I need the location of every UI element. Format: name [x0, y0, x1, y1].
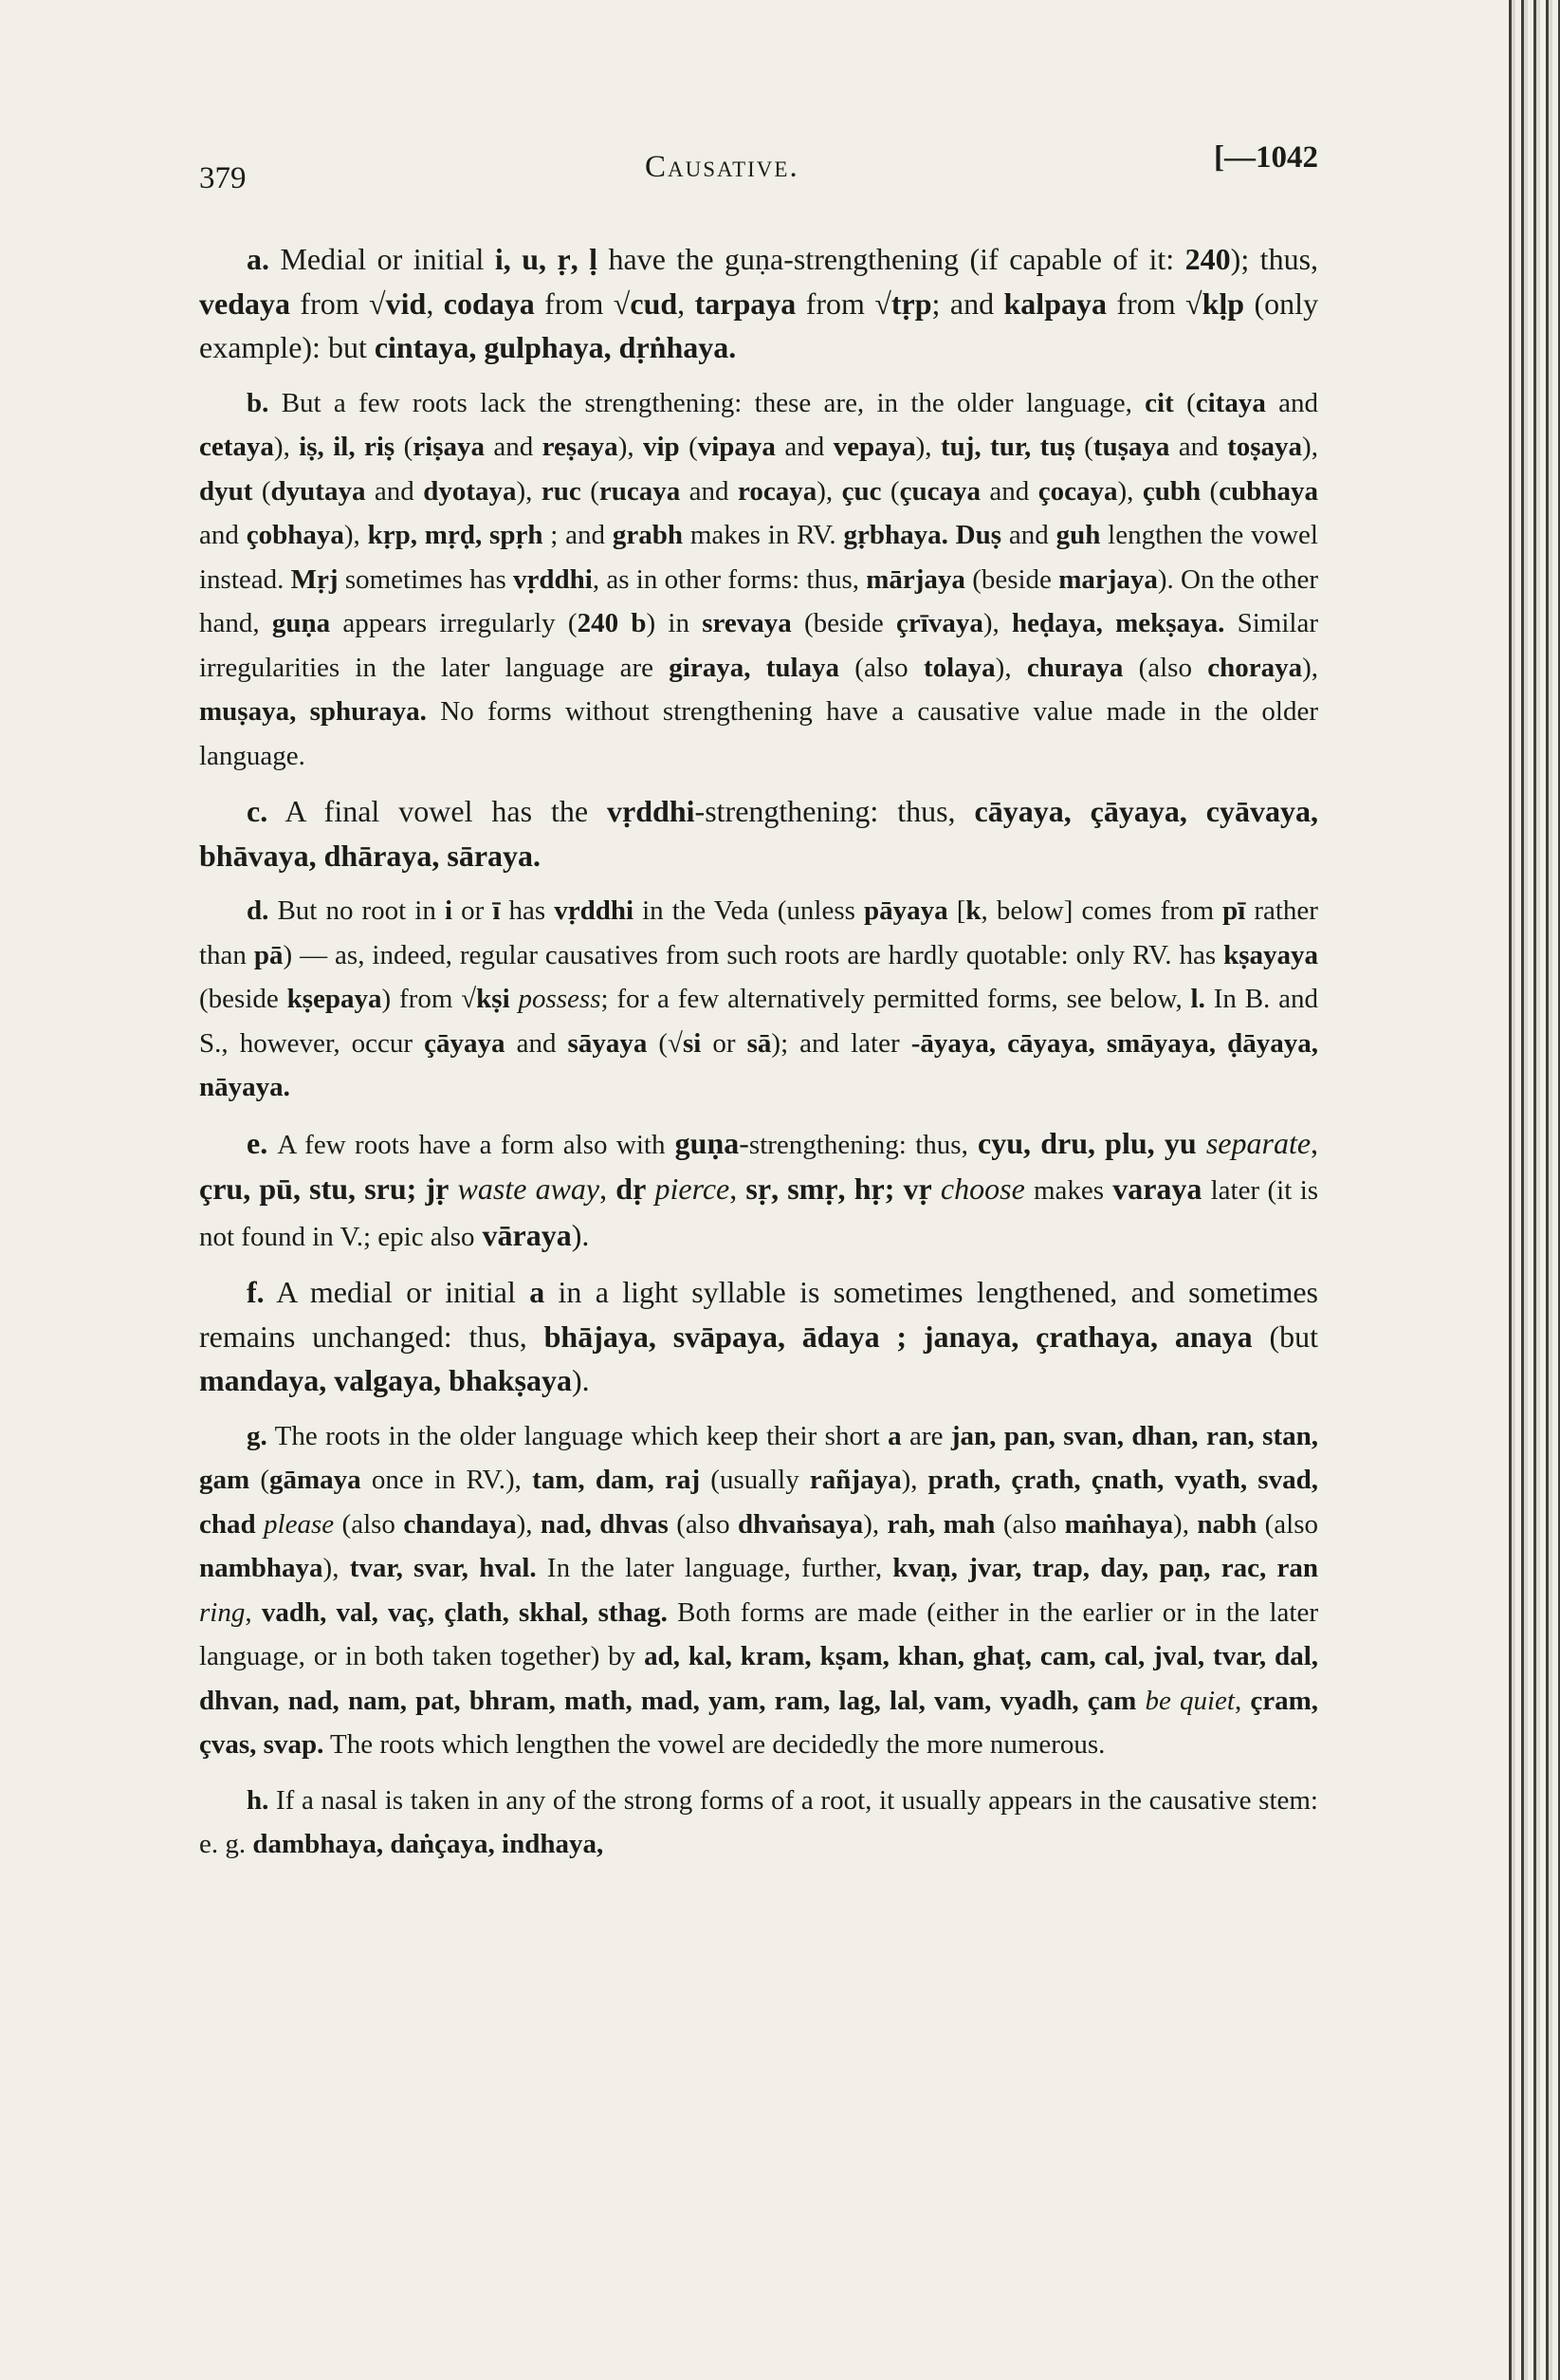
page-number: 379 [199, 161, 247, 195]
paragraph-b: b. But a few roots lack the strengthening: these are, in the older language, cit (citaya and cetaya), iṣ, il, riṣ (riṣaya and reṣaya), vip (vipaya and vepaya), tuj, tur, tuṣ (tuṣaya and toṣaya), dyut (dyutaya and dyotaya), ruc (rucaya and rocaya), çuc (çucaya and çocaya), çubh (cubhaya and çobhaya), kṛp, mṛḍ, spṛh ; and grabh makes in RV. gṛbhaya. Duṣ and guh lengthen the vowel instead. Mṛj sometimes has vṛddhi, as in other forms: thus, mārjaya (beside marjaya). On the other hand, guṇa appears irregularly (240 b) in srevaya (beside çrīvaya), heḍaya, mekṣaya. Similar irregularities in the later language are giraya, tulaya (also tolaya), churaya (also choraya), muṣaya, sphuraya. No forms without strengthening have a causative value made in the older language. [199, 387, 1319, 771]
paragraph-a: a. Medial or initial i, u, ṛ, ḷ have the guṇa-strengthening (if capable of it: 240); thus, vedaya from √vid, codaya from √cud, tarpaya from √tṛp; and kalpaya from √kḷp (only example): but cintaya, gulphaya, dṛṅhaya. [199, 242, 1319, 364]
document-page [199, 133, 1318, 1878]
section-reference: [—1042 [1214, 140, 1318, 175]
page-header [199, 133, 1318, 199]
paragraph-f: f. A medial or initial a in a light syllable is sometimes lengthened, and sometimes remains unchanged: thus, bhājaya, svāpaya, ādaya ; janaya, çrathaya, anaya (but mandaya, valgaya, bhakṣaya). [199, 1275, 1319, 1397]
paragraph-e: e. A few roots have a form also with guṇa-strengthening: thus, cyu, dru, plu, yu separate, çru, pū, stu, sru; jṛ waste away, dṛ pierce, sṛ, smṛ, hṛ; vṛ choose makes varaya later (it is not found in V.; epic also vāraya). [199, 1125, 1319, 1252]
paragraph-g: g. The roots in the older language which keep their short a are jan, pan, svan, dhan, ran, stan, gam (gāmaya once in RV.), tam, dam, raj (usually rañjaya), prath, çrath, çnath, vyath, svad, chad please (also chandaya), nad, dhvas (also dhvaṅsaya), rah, mah (also maṅhaya), nabh (also nambhaya), tvar, svar, hval. In the later language, further, kvaṇ, jvar, trap, day, paṇ, rac, ran ring, vadh, val, vaç, çlath, skhal, sthag. Both forms are made (either in the earlier or in the later language, or in both taken together) by ad, kal, kram, kṣam, khan, ghaṭ, cam, cal, jval, tvar, dal, dhvan, nad, nam, pat, bhram, math, mad, yam, ram, lag, lal, vam, vyadh, çam be quiet, çram, çvas, svap. The roots which lengthen the vowel are decidedly the more numerous. [199, 1420, 1319, 1760]
paragraph-h: h. If a nasal is taken in any of the strong forms of a root, it usually appears in the causative stem: e. g. dambhaya, daṅçaya, indhaya, [199, 1784, 1318, 1859]
running-title: Causative. [645, 150, 799, 184]
paragraph-c: c. A final vowel has the vṛddhi-strengthening: thus, cāyaya, çāyaya, cyāvaya, bhāvaya, dhāraya, sāraya. [199, 794, 1318, 873]
book-gutter-edge [1503, 0, 1560, 2380]
body-text [199, 237, 1318, 1867]
paragraph-d: d. But no root in i or ī has vṛddhi in the Veda (unless pāyaya [k, below] comes from pī rather than pā) — as, indeed, regular causatives from such roots are hardly quotable: only RV. has kṣayaya (beside kṣepaya) from √kṣi possess; for a few alternatively permitted forms, see below, l. In B. and S., however, occur çāyaya and sāyaya (√si or sā); and later -āyaya, cāyaya, smāyaya, ḍāyaya, nāyaya. [199, 895, 1319, 1102]
